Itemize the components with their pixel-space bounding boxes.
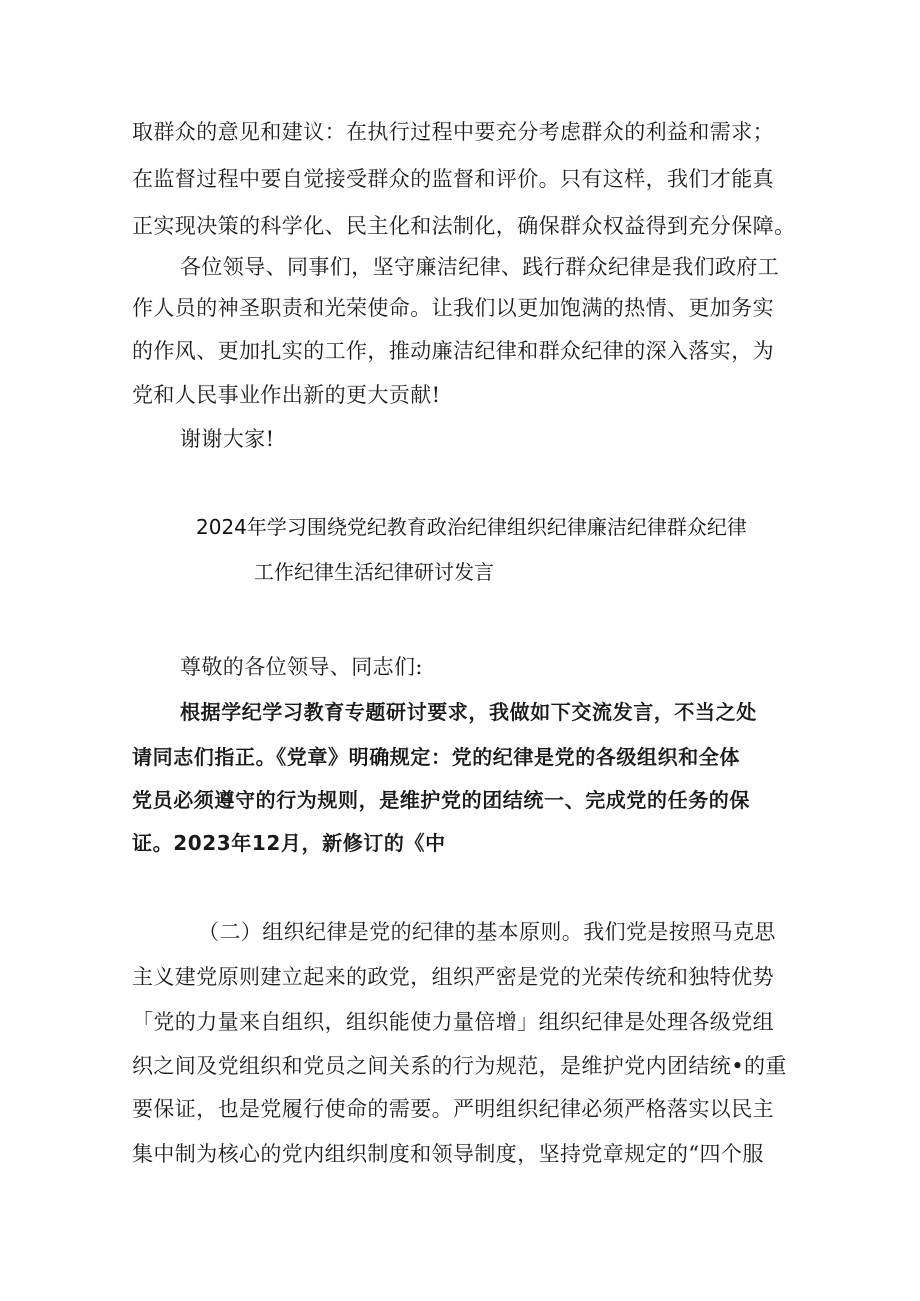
- paragraph-line: 作人员的神圣职责和光荣使命。让我们以更加饱满的热情、更加务实: [132, 296, 774, 320]
- paragraph-line-bold: 请同志们指正。《党章》明确规定：党的纪律是党的各级组织和全体: [132, 745, 740, 769]
- paragraph-line: 在监督过程中要自觉接受群众的监督和评价。只有这样，我们才能真: [132, 167, 774, 191]
- speech-title-line2: 工作纪律生活纪律研讨发言: [254, 560, 494, 584]
- paragraph-line: 党和人民事业作出新的更大贡献!: [132, 383, 441, 407]
- paragraph-line: 要保证，也是党履行使命的需要。严明组织纪律必须严格落实以民主: [132, 1097, 774, 1121]
- paragraph-line: 正实现决策的科学化、民主化和法制化，确保群众权益得到充分保障。: [132, 214, 796, 238]
- paragraph-line: 主义建党原则建立起来的政党，组织严密是党的光荣传统和独特优势: [132, 965, 774, 989]
- closing-thanks: 谢谢大家!: [180, 427, 275, 451]
- paragraph-line: （二）组织纪律是党的纪律的基本原则。我们党是按照马克思: [198, 920, 776, 944]
- paragraph-line: 取群众的意见和建议：在执行过程中要充分考虑群众的利益和需求；: [132, 120, 774, 144]
- paragraph-line: 的作风、更加扎实的工作，推动廉洁纪律和群众纪律的深入落实，为: [132, 339, 774, 363]
- salutation: 尊敬的各位领导、同志们:: [180, 655, 423, 679]
- paragraph-line: 织之间及党组织和党员之间关系的行为规范，是维护党内团结统•的重: [132, 1054, 787, 1078]
- paragraph-line: 各位领导、同事们，坚守廉洁纪律、践行群众纪律是我们政府工: [180, 255, 780, 279]
- paragraph-line: 集中制为核心的党内组织制度和领导制度，坚持党章规定的“四个服: [132, 1142, 764, 1166]
- paragraph-line-bold: 党员必须遵守的行为规则，是维护党的团结统一、完成党的任务的保: [132, 788, 750, 812]
- paragraph-line-bold: 证。2023年12月，新修订的《中: [132, 831, 446, 855]
- paragraph-line-bold: 根据学纪学习教育专题研讨要求，我做如下交流发言，不当之处: [180, 700, 757, 724]
- paragraph-line: 「党的力量来自组织，组织能使力量倍增」组织纪律是处理各级党组: [132, 1010, 774, 1034]
- speech-title-line1: 2024年学习围绕党纪教育政治纪律组织纪律廉洁纪律群众纪律: [196, 515, 747, 539]
